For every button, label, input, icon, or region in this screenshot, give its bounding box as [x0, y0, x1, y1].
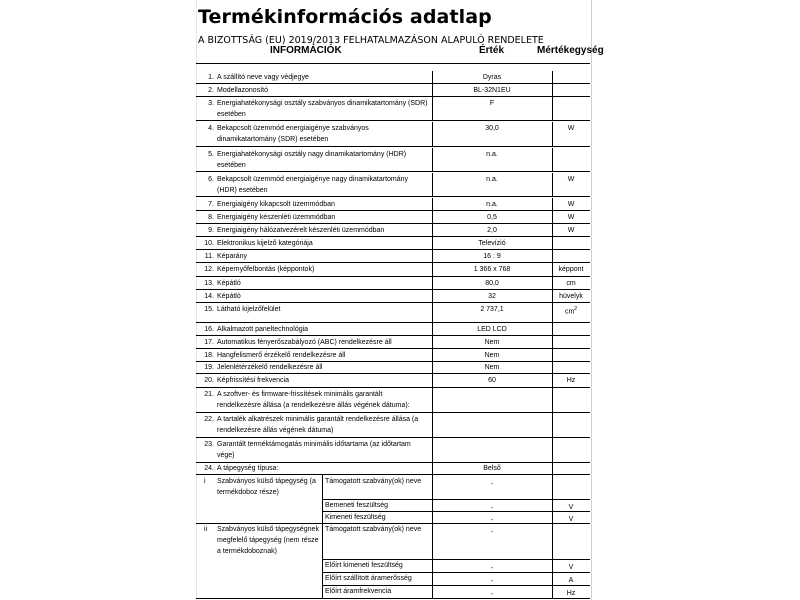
row-label: dinamikatartomány (SDR) esetében [217, 136, 329, 143]
row-value: Nem [484, 352, 500, 359]
row-label: Garantált terméktámogatás minimális időtartama (az időtartam [217, 441, 411, 448]
row-number: 23. [204, 441, 214, 448]
column-border [552, 475, 553, 500]
row-label: (HDR) esetében [217, 187, 268, 194]
row-label: Képátló [217, 293, 241, 300]
psu-row-label: Támogatott szabvány(ok) neve [325, 478, 422, 485]
row-value: 30,0 [485, 125, 499, 132]
psu-row-value: - [490, 565, 494, 572]
row-value: Dyras [482, 74, 502, 81]
column-border [552, 388, 553, 413]
row-label: Alkalmazott paneltechnológia [217, 326, 309, 333]
row-label: rendelkezésre állása (a rendelkezésre állás végének dátuma): [217, 402, 410, 409]
row-label: A tartalék alkatrészek minimális garantált rendelkezésre állása (a [217, 416, 419, 423]
row-unit: W [567, 176, 575, 183]
row-value: 32 [488, 293, 496, 300]
psu-sub-column-border [322, 523, 323, 599]
row-number: 6. [208, 176, 214, 183]
row-unit: W [567, 214, 575, 221]
row-value: LED LCD [477, 326, 507, 333]
table-row-border [196, 289, 590, 290]
row-label: Modellazonosító [217, 87, 268, 94]
row-number: 17. [204, 339, 214, 346]
row-label: A szállító neve vagy védjegye [217, 74, 309, 81]
column-border [552, 237, 553, 250]
row-number: 19. [204, 364, 214, 371]
row-label: Bekapcsolt üzemmód energiaigénye szabványos [217, 125, 369, 132]
row-number: 24. [204, 465, 214, 472]
row-value: 80,0 [485, 280, 499, 287]
row-label: Bekapcsolt üzemmód energiaigénye nagy dinamikatartomány [217, 176, 409, 183]
row-label: Képátló [217, 280, 241, 287]
psu-row-unit: A [568, 577, 574, 584]
psu-row-value: - [490, 505, 494, 512]
row-value: Televízió [478, 240, 506, 247]
table-row-border [196, 335, 590, 336]
table-row-border [196, 171, 590, 172]
table-row-border [196, 387, 590, 388]
psu-row-label: Előírt kimeneti feszültség [325, 562, 403, 569]
table-row-border [196, 262, 590, 263]
page-title: Termékinformációs adatlap [198, 6, 492, 28]
row-label: A szoftver- és firmware-frissítések minimális garantált [217, 391, 383, 398]
table-row-border [196, 302, 590, 303]
column-header-unit: Mértékegység [537, 45, 604, 56]
psu-row-value: - [490, 517, 494, 524]
row-value: 1 366 x 768 [473, 266, 511, 273]
column-border [552, 336, 553, 349]
row-number: 3. [208, 100, 214, 107]
table-row-border [196, 474, 590, 475]
column-border [552, 523, 553, 560]
column-border [552, 84, 553, 97]
psu-marker: ii [204, 526, 208, 533]
row-value: 0,5 [487, 214, 497, 221]
row-label: Energiaigény kikapcsolt üzemmódban [217, 201, 335, 208]
psu-group-label: megfelelő tápegység (nem része [217, 537, 319, 544]
row-unit: W [567, 125, 575, 132]
column-border [552, 71, 553, 84]
row-number: 2. [208, 87, 214, 94]
row-number: 14. [204, 293, 214, 300]
column-border [552, 361, 553, 374]
row-unit: hüvelyk [559, 293, 583, 300]
row-number: 8. [208, 214, 214, 221]
table-row-border [196, 348, 590, 349]
column-border [552, 250, 553, 263]
row-number: 22. [204, 416, 214, 423]
table-row-border [196, 196, 590, 197]
psu-row-label: Kimeneti feszültség [325, 514, 386, 521]
unit-superscript: 2 [574, 306, 578, 312]
row-number: 15. [204, 306, 214, 313]
row-number: 11. [204, 253, 214, 260]
psu-group-label: termékdoboz része) [217, 489, 279, 496]
psu-group-label: a termékdoboznak) [217, 548, 277, 555]
regulation-subtitle: A BIZOTTSÁG (EU) 2019/2013 FELHATALMAZÁSON ALAPULÓ RENDELETE [198, 35, 544, 46]
psu-row-unit: V [568, 504, 574, 511]
row-label: Jelenlétérzékelő rendelkezésre áll [217, 364, 323, 371]
row-label: Automatikus fényerőszabályozó (ABC) rendelkezésre áll [217, 339, 392, 346]
table-row-border [196, 96, 590, 97]
row-value: BL-32N1EU [473, 87, 511, 94]
column-header-info: INFORMÁCIÓK [270, 45, 342, 56]
table-row-border [196, 412, 590, 413]
row-value: Belső [483, 465, 501, 472]
column-border [552, 462, 553, 475]
row-value: n.a. [486, 151, 498, 158]
table-row-border [196, 83, 590, 84]
column-border [552, 413, 553, 438]
psu-row-unit: V [568, 564, 574, 571]
table-row-border [196, 146, 590, 147]
row-unit: cm [566, 280, 576, 287]
row-number: 18. [204, 352, 214, 359]
row-label: Energiaigény készenléti üzemmódban [217, 214, 336, 221]
psu-group-label: Szabványos külső tápegység (a [217, 478, 316, 485]
row-label: Képernyőfelbontás (képpontok) [217, 266, 315, 273]
row-label: rendelkezésre állás végének dátuma) [217, 427, 334, 434]
row-label: Energiaigény hálózatvezérelt készenléti üzemmódban [217, 227, 385, 234]
psu-row-unit: Hz [566, 590, 576, 597]
column-border [432, 438, 433, 463]
column-border [432, 388, 433, 413]
row-label: vége) [217, 452, 235, 459]
column-border [552, 323, 553, 336]
column-header-value: Érték [479, 45, 505, 56]
psu-row-value: - [490, 481, 494, 488]
row-label: A tápegység típusa: [217, 465, 279, 472]
table-top-border [196, 63, 590, 64]
column-border [552, 97, 553, 121]
row-number: 21. [204, 391, 214, 398]
row-unit: W [567, 201, 575, 208]
row-unit: képpont [558, 266, 584, 273]
row-number: 10. [204, 240, 214, 247]
table-row-border [196, 322, 590, 323]
psu-marker: i [204, 478, 206, 485]
row-number: 7. [208, 201, 214, 208]
row-number: 4. [208, 125, 214, 132]
row-value: 2,0 [487, 227, 497, 234]
row-value: 16 : 9 [483, 253, 501, 260]
row-label: Hangfelismerő érzékelő rendelkezésre áll [217, 352, 346, 359]
row-number: 16. [204, 326, 214, 333]
column-border [432, 413, 433, 438]
psu-row-label: Előírt szállított áramerősség [325, 575, 412, 582]
table-row-border [196, 223, 590, 224]
column-border [552, 438, 553, 463]
table-row-border [196, 210, 590, 211]
psu-group-label: Szabványos külső tápegységnek [217, 526, 319, 533]
row-value: Nem [484, 339, 500, 346]
row-number: 1. [208, 74, 214, 81]
row-number: 12. [204, 266, 214, 273]
row-label: esetében [217, 111, 246, 118]
psu-row-label: Előírt áramfrekvencia [325, 588, 392, 595]
row-label: esetében [217, 162, 246, 169]
table-row-border [196, 120, 590, 121]
row-unit: Hz [566, 377, 576, 384]
row-number: 13. [204, 280, 214, 287]
psu-row-value: - [490, 529, 494, 536]
psu-row-value: - [490, 591, 494, 598]
row-unit: $cm^2$ [564, 306, 578, 316]
psu-group-border [196, 598, 322, 599]
table-row-border [196, 249, 590, 250]
row-label: Képfrissítési frekvencia [217, 377, 289, 384]
psu-row-unit: V [568, 516, 574, 523]
table-row-border [196, 437, 590, 438]
row-label: Energiahatékonysági osztály szabványos dinamikatartomány (SDR) [217, 100, 428, 107]
table-row-border [196, 276, 590, 277]
row-value: 60 [488, 377, 496, 384]
row-unit: W [567, 227, 575, 234]
row-value: Nem [484, 364, 500, 371]
row-value: n.a. [486, 176, 498, 183]
row-label: Elektronikus kijelző kategóriája [217, 240, 313, 247]
table-row-border [196, 236, 590, 237]
row-number: 5. [208, 151, 214, 158]
row-value: 2 737,1 [480, 306, 504, 313]
table-row-border [196, 373, 590, 374]
row-number: 20. [204, 377, 214, 384]
row-label: Látható kijelzőfelület [217, 306, 281, 313]
row-value: F [489, 100, 495, 107]
psu-row-label: Bemeneti feszültség [325, 502, 389, 509]
row-value: n.a. [486, 201, 498, 208]
column-border [552, 148, 553, 172]
psu-row-label: Támogatott szabvány(ok) neve [325, 526, 422, 533]
row-label: Energiahatékonysági osztály nagy dinamikatartomány (HDR) [217, 151, 407, 158]
row-number: 9. [208, 227, 214, 234]
psu-row-value: - [490, 578, 494, 585]
row-label: Képarány [217, 253, 247, 260]
